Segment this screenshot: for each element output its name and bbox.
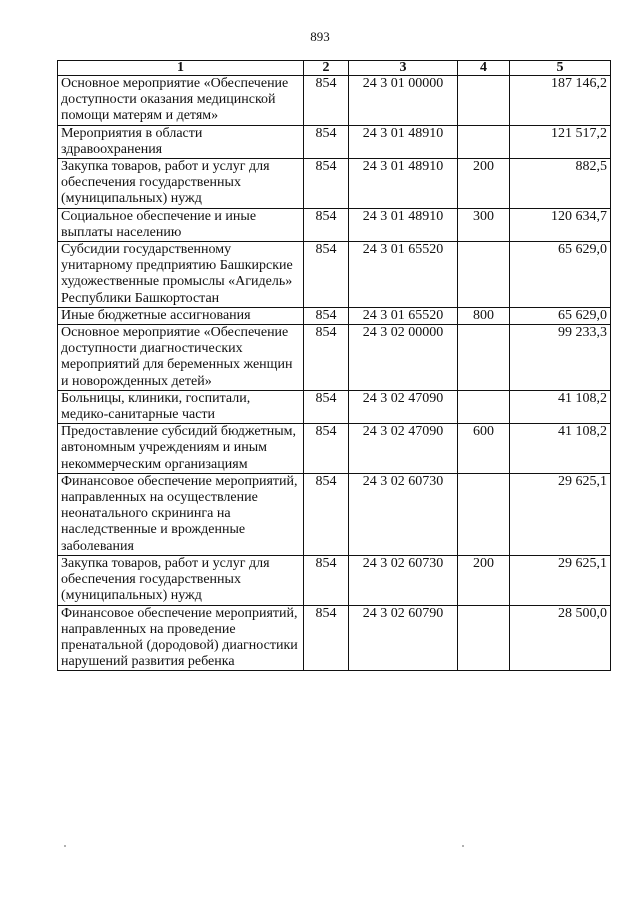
row-name-cell: Закупка товаров, работ и услуг для обеспечения государственных (муниципальных) нужд [58, 555, 304, 605]
row-amount-cell: 65 629,0 [510, 242, 611, 308]
row-code-cell: 24 3 01 65520 [349, 307, 458, 324]
row-type-cell [458, 76, 510, 126]
row-amount-cell: 121 517,2 [510, 125, 611, 158]
column-header-2: 2 [304, 61, 349, 76]
column-header-3: 3 [349, 61, 458, 76]
row-ministry-cell: 854 [304, 307, 349, 324]
row-type-cell [458, 473, 510, 555]
row-code-cell: 24 3 02 60730 [349, 555, 458, 605]
row-name-cell: Финансовое обеспечение мероприятий, направленных на осуществление неонатального скрининга на наследственные и врожденные заболевания [58, 473, 304, 555]
row-name-cell: Основное мероприятие «Обеспечение доступности диагностических мероприятий для беременных женщин и новорожденных детей» [58, 325, 304, 391]
row-type-cell: 800 [458, 307, 510, 324]
row-name-cell: Финансовое обеспечение мероприятий, направленных на проведение пренатальной (дородовой) диагностики нарушений развития ребенка [58, 605, 304, 671]
table-row [58, 242, 611, 308]
page-number: 893 [310, 29, 330, 44]
row-ministry-cell: 854 [304, 424, 349, 474]
row-code-cell: 24 3 02 60790 [349, 605, 458, 671]
row-code-cell: 24 3 02 60730 [349, 473, 458, 555]
row-amount-cell: 29 625,1 [510, 555, 611, 605]
row-amount-cell: 882,5 [510, 159, 611, 209]
table-row [58, 307, 611, 324]
row-type-cell: 200 [458, 555, 510, 605]
row-name-cell: Социальное обеспечение и иные выплаты населению [58, 208, 304, 241]
column-header-4: 4 [458, 61, 510, 76]
header-row [58, 61, 611, 76]
row-amount-cell: 29 625,1 [510, 473, 611, 555]
row-type-cell [458, 125, 510, 158]
row-ministry-cell: 854 [304, 605, 349, 671]
row-name-cell: Субсидии государственному унитарному предприятию Башкирские художественные промыслы «Агидель» Республики Башкортостан [58, 242, 304, 308]
row-code-cell: 24 3 02 47090 [349, 424, 458, 474]
row-code-cell: 24 3 01 48910 [349, 125, 458, 158]
row-name-cell: Основное мероприятие «Обеспечение доступности оказания медицинской помощи матерям и детям» [58, 76, 304, 126]
scan-speck [462, 845, 464, 847]
row-type-cell [458, 605, 510, 671]
row-code-cell: 24 3 01 48910 [349, 159, 458, 209]
column-header-5: 5 [510, 61, 611, 76]
column-header-1: 1 [58, 61, 304, 76]
row-amount-cell: 41 108,2 [510, 390, 611, 423]
row-amount-cell: 120 634,7 [510, 208, 611, 241]
row-type-cell: 300 [458, 208, 510, 241]
table-row [58, 159, 611, 209]
row-amount-cell: 187 146,2 [510, 76, 611, 126]
row-code-cell: 24 3 01 00000 [349, 76, 458, 126]
table-row [58, 424, 611, 474]
row-code-cell: 24 3 01 65520 [349, 242, 458, 308]
table-row [58, 76, 611, 126]
table-row [58, 125, 611, 158]
row-name-cell: Больницы, клиники, госпитали, медико-санитарные части [58, 390, 304, 423]
row-type-cell [458, 390, 510, 423]
scan-speck [64, 845, 66, 847]
row-code-cell: 24 3 01 48910 [349, 208, 458, 241]
table-row [58, 390, 611, 423]
row-ministry-cell: 854 [304, 125, 349, 158]
row-ministry-cell: 854 [304, 242, 349, 308]
row-amount-cell: 65 629,0 [510, 307, 611, 324]
budget-table [57, 60, 611, 671]
row-amount-cell: 28 500,0 [510, 605, 611, 671]
row-ministry-cell: 854 [304, 159, 349, 209]
row-code-cell: 24 3 02 00000 [349, 325, 458, 391]
row-type-cell: 600 [458, 424, 510, 474]
row-code-cell: 24 3 02 47090 [349, 390, 458, 423]
row-ministry-cell: 854 [304, 390, 349, 423]
table-row [58, 208, 611, 241]
table-row [58, 555, 611, 605]
row-amount-cell: 99 233,3 [510, 325, 611, 391]
table-row [58, 325, 611, 391]
row-type-cell: 200 [458, 159, 510, 209]
row-name-cell: Предоставление субсидий бюджетным, автономным учреждениям и иным некоммерческим организациям [58, 424, 304, 474]
row-type-cell [458, 325, 510, 391]
row-ministry-cell: 854 [304, 555, 349, 605]
row-amount-cell: 41 108,2 [510, 424, 611, 474]
row-name-cell: Иные бюджетные ассигнования [58, 307, 304, 324]
row-ministry-cell: 854 [304, 473, 349, 555]
row-ministry-cell: 854 [304, 76, 349, 126]
row-name-cell: Мероприятия в области здравоохранения [58, 125, 304, 158]
row-name-cell: Закупка товаров, работ и услуг для обеспечения государственных (муниципальных) нужд [58, 159, 304, 209]
row-type-cell [458, 242, 510, 308]
table-row [58, 473, 611, 555]
row-ministry-cell: 854 [304, 325, 349, 391]
table-row [58, 605, 611, 671]
row-ministry-cell: 854 [304, 208, 349, 241]
